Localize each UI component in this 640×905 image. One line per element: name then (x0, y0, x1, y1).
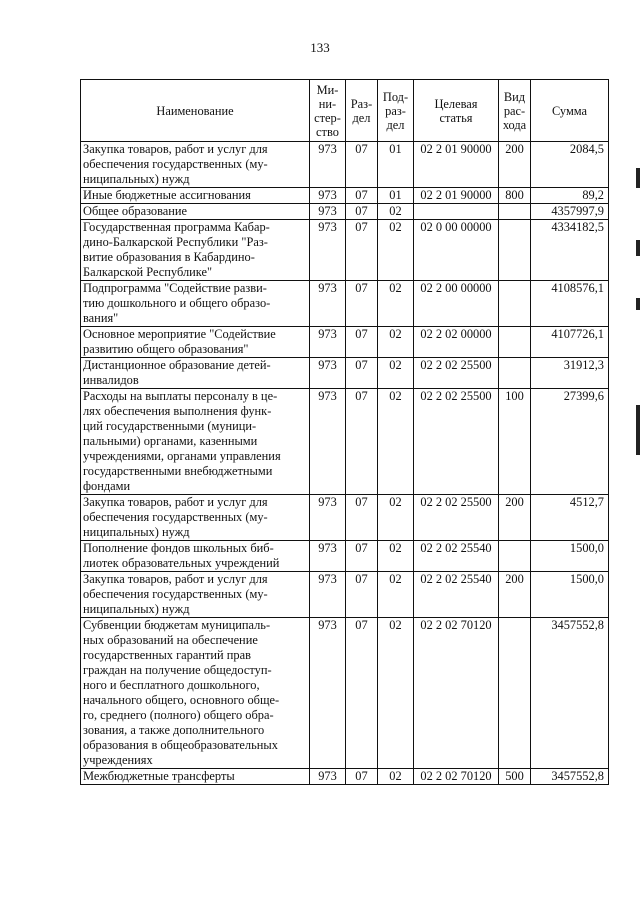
cell-subsection: 02 (378, 572, 414, 618)
cell-amount: 4108576,1 (531, 281, 609, 327)
table-row (81, 188, 609, 204)
cell-amount: 27399,6 (531, 389, 609, 495)
cell-subsection: 02 (378, 495, 414, 541)
budget-table (80, 79, 609, 785)
cell-section: 07 (346, 220, 378, 281)
header-target: Целевая статья (414, 80, 499, 142)
table-row (81, 541, 609, 572)
table-row (81, 389, 609, 495)
cell-subsection: 02 (378, 281, 414, 327)
cell-name: Закупка товаров, работ и услуг для обеспечения государственных (му- ниципальных) нужд (81, 142, 310, 188)
cell-target: 02 2 01 90000 (414, 188, 499, 204)
cell-expense-type (499, 358, 531, 389)
cell-ministry: 973 (310, 541, 346, 572)
cell-amount: 1500,0 (531, 572, 609, 618)
cell-subsection: 02 (378, 769, 414, 785)
table-row (81, 572, 609, 618)
header-amount: Сумма (531, 80, 609, 142)
cell-subsection: 02 (378, 327, 414, 358)
cell-target: 02 2 02 25500 (414, 495, 499, 541)
cell-amount: 89,2 (531, 188, 609, 204)
cell-target: 02 2 02 25540 (414, 541, 499, 572)
cell-ministry: 973 (310, 618, 346, 769)
cell-section: 07 (346, 495, 378, 541)
cell-subsection: 01 (378, 142, 414, 188)
cell-ministry: 973 (310, 220, 346, 281)
cell-expense-type (499, 281, 531, 327)
header-subsection: Под- раз- дел (378, 80, 414, 142)
cell-name: Субвенции бюджетам муниципаль- ных образований на обеспечение государственных гарантий прав граждан на получение общедоступ- ного и бесплатного дошкольного, начального общего, основного обще- го, среднего (полного) общего обра- зования, а также дополнительного образования в общеобразовательных учреждениях (81, 618, 310, 769)
cell-name: Иные бюджетные ассигнования (81, 188, 310, 204)
cell-ministry: 973 (310, 188, 346, 204)
cell-expense-type: 200 (499, 495, 531, 541)
cell-ministry: 973 (310, 358, 346, 389)
cell-target: 02 2 02 70120 (414, 769, 499, 785)
cell-amount: 4107726,1 (531, 327, 609, 358)
cell-amount: 1500,0 (531, 541, 609, 572)
cell-section: 07 (346, 142, 378, 188)
cell-subsection: 02 (378, 541, 414, 572)
cell-ministry: 973 (310, 281, 346, 327)
cell-subsection: 02 (378, 220, 414, 281)
cell-name: Подпрограмма "Содействие разви- тию дошкольного и общего образо- вания" (81, 281, 310, 327)
cell-ministry: 973 (310, 572, 346, 618)
cell-name: Общее образование (81, 204, 310, 220)
cell-target: 02 2 02 25500 (414, 358, 499, 389)
cell-name: Основное мероприятие "Содействие развитию общего образования" (81, 327, 310, 358)
scan-edge-mark (636, 405, 640, 455)
scan-edge-mark (636, 168, 640, 188)
cell-name: Государственная программа Кабар- дино-Балкарской Республики "Раз- витие образования в Кабардино- Балкарской Республике" (81, 220, 310, 281)
header-ministry: Ми- ни- стер- ство (310, 80, 346, 142)
header-expense-type: Вид рас- хода (499, 80, 531, 142)
cell-target: 02 2 02 00000 (414, 327, 499, 358)
cell-target: 02 2 01 90000 (414, 142, 499, 188)
table-row (81, 769, 609, 785)
cell-subsection: 02 (378, 358, 414, 389)
cell-expense-type: 500 (499, 769, 531, 785)
cell-name: Пополнение фондов школьных биб- лиотек образовательных учреждений (81, 541, 310, 572)
cell-name: Закупка товаров, работ и услуг для обеспечения государственных (му- ниципальных) нужд (81, 572, 310, 618)
cell-amount: 3457552,8 (531, 769, 609, 785)
cell-section: 07 (346, 769, 378, 785)
cell-expense-type: 800 (499, 188, 531, 204)
cell-ministry: 973 (310, 389, 346, 495)
cell-expense-type: 200 (499, 572, 531, 618)
cell-section: 07 (346, 618, 378, 769)
cell-target: 02 2 02 70120 (414, 618, 499, 769)
cell-expense-type (499, 220, 531, 281)
cell-ministry: 973 (310, 142, 346, 188)
cell-section: 07 (346, 541, 378, 572)
cell-subsection: 02 (378, 618, 414, 769)
cell-ministry: 973 (310, 769, 346, 785)
cell-name: Дистанционное образование детей- инвалидов (81, 358, 310, 389)
header-row (81, 80, 609, 142)
cell-expense-type (499, 618, 531, 769)
cell-subsection: 02 (378, 204, 414, 220)
cell-section: 07 (346, 358, 378, 389)
page-number: 133 (310, 40, 330, 55)
cell-name: Межбюджетные трансферты (81, 769, 310, 785)
cell-section: 07 (346, 389, 378, 495)
header-section: Раз- дел (346, 80, 378, 142)
cell-ministry: 973 (310, 204, 346, 220)
table-row (81, 204, 609, 220)
table-row (81, 142, 609, 188)
cell-expense-type (499, 204, 531, 220)
cell-amount: 2084,5 (531, 142, 609, 188)
cell-name: Расходы на выплаты персоналу в це- лях обеспечения выполнения функ- ций государственными (муници- пальными) органами, казенными учреждениями, органами управления государственными внебюджетными фондами (81, 389, 310, 495)
cell-section: 07 (346, 572, 378, 618)
cell-expense-type (499, 327, 531, 358)
table-row (81, 327, 609, 358)
cell-expense-type: 200 (499, 142, 531, 188)
header-name: Наименование (81, 80, 310, 142)
table-row (81, 220, 609, 281)
cell-ministry: 973 (310, 495, 346, 541)
cell-name: Закупка товаров, работ и услуг для обеспечения государственных (му- ниципальных) нужд (81, 495, 310, 541)
cell-section: 07 (346, 188, 378, 204)
table-row (81, 495, 609, 541)
cell-section: 07 (346, 281, 378, 327)
cell-ministry: 973 (310, 327, 346, 358)
cell-target: 02 2 02 25540 (414, 572, 499, 618)
cell-target: 02 0 00 00000 (414, 220, 499, 281)
table-row (81, 358, 609, 389)
cell-subsection: 01 (378, 188, 414, 204)
cell-target (414, 204, 499, 220)
cell-amount: 4357997,9 (531, 204, 609, 220)
cell-section: 07 (346, 327, 378, 358)
table-body (81, 142, 609, 785)
scan-edge-mark (636, 240, 640, 256)
cell-amount: 31912,3 (531, 358, 609, 389)
cell-target: 02 2 00 00000 (414, 281, 499, 327)
cell-section: 07 (346, 204, 378, 220)
cell-subsection: 02 (378, 389, 414, 495)
cell-target: 02 2 02 25500 (414, 389, 499, 495)
cell-expense-type (499, 541, 531, 572)
cell-amount: 4512,7 (531, 495, 609, 541)
table-row (81, 618, 609, 769)
cell-amount: 4334182,5 (531, 220, 609, 281)
table-row (81, 281, 609, 327)
scan-edge-mark (636, 298, 640, 310)
cell-amount: 3457552,8 (531, 618, 609, 769)
cell-expense-type: 100 (499, 389, 531, 495)
